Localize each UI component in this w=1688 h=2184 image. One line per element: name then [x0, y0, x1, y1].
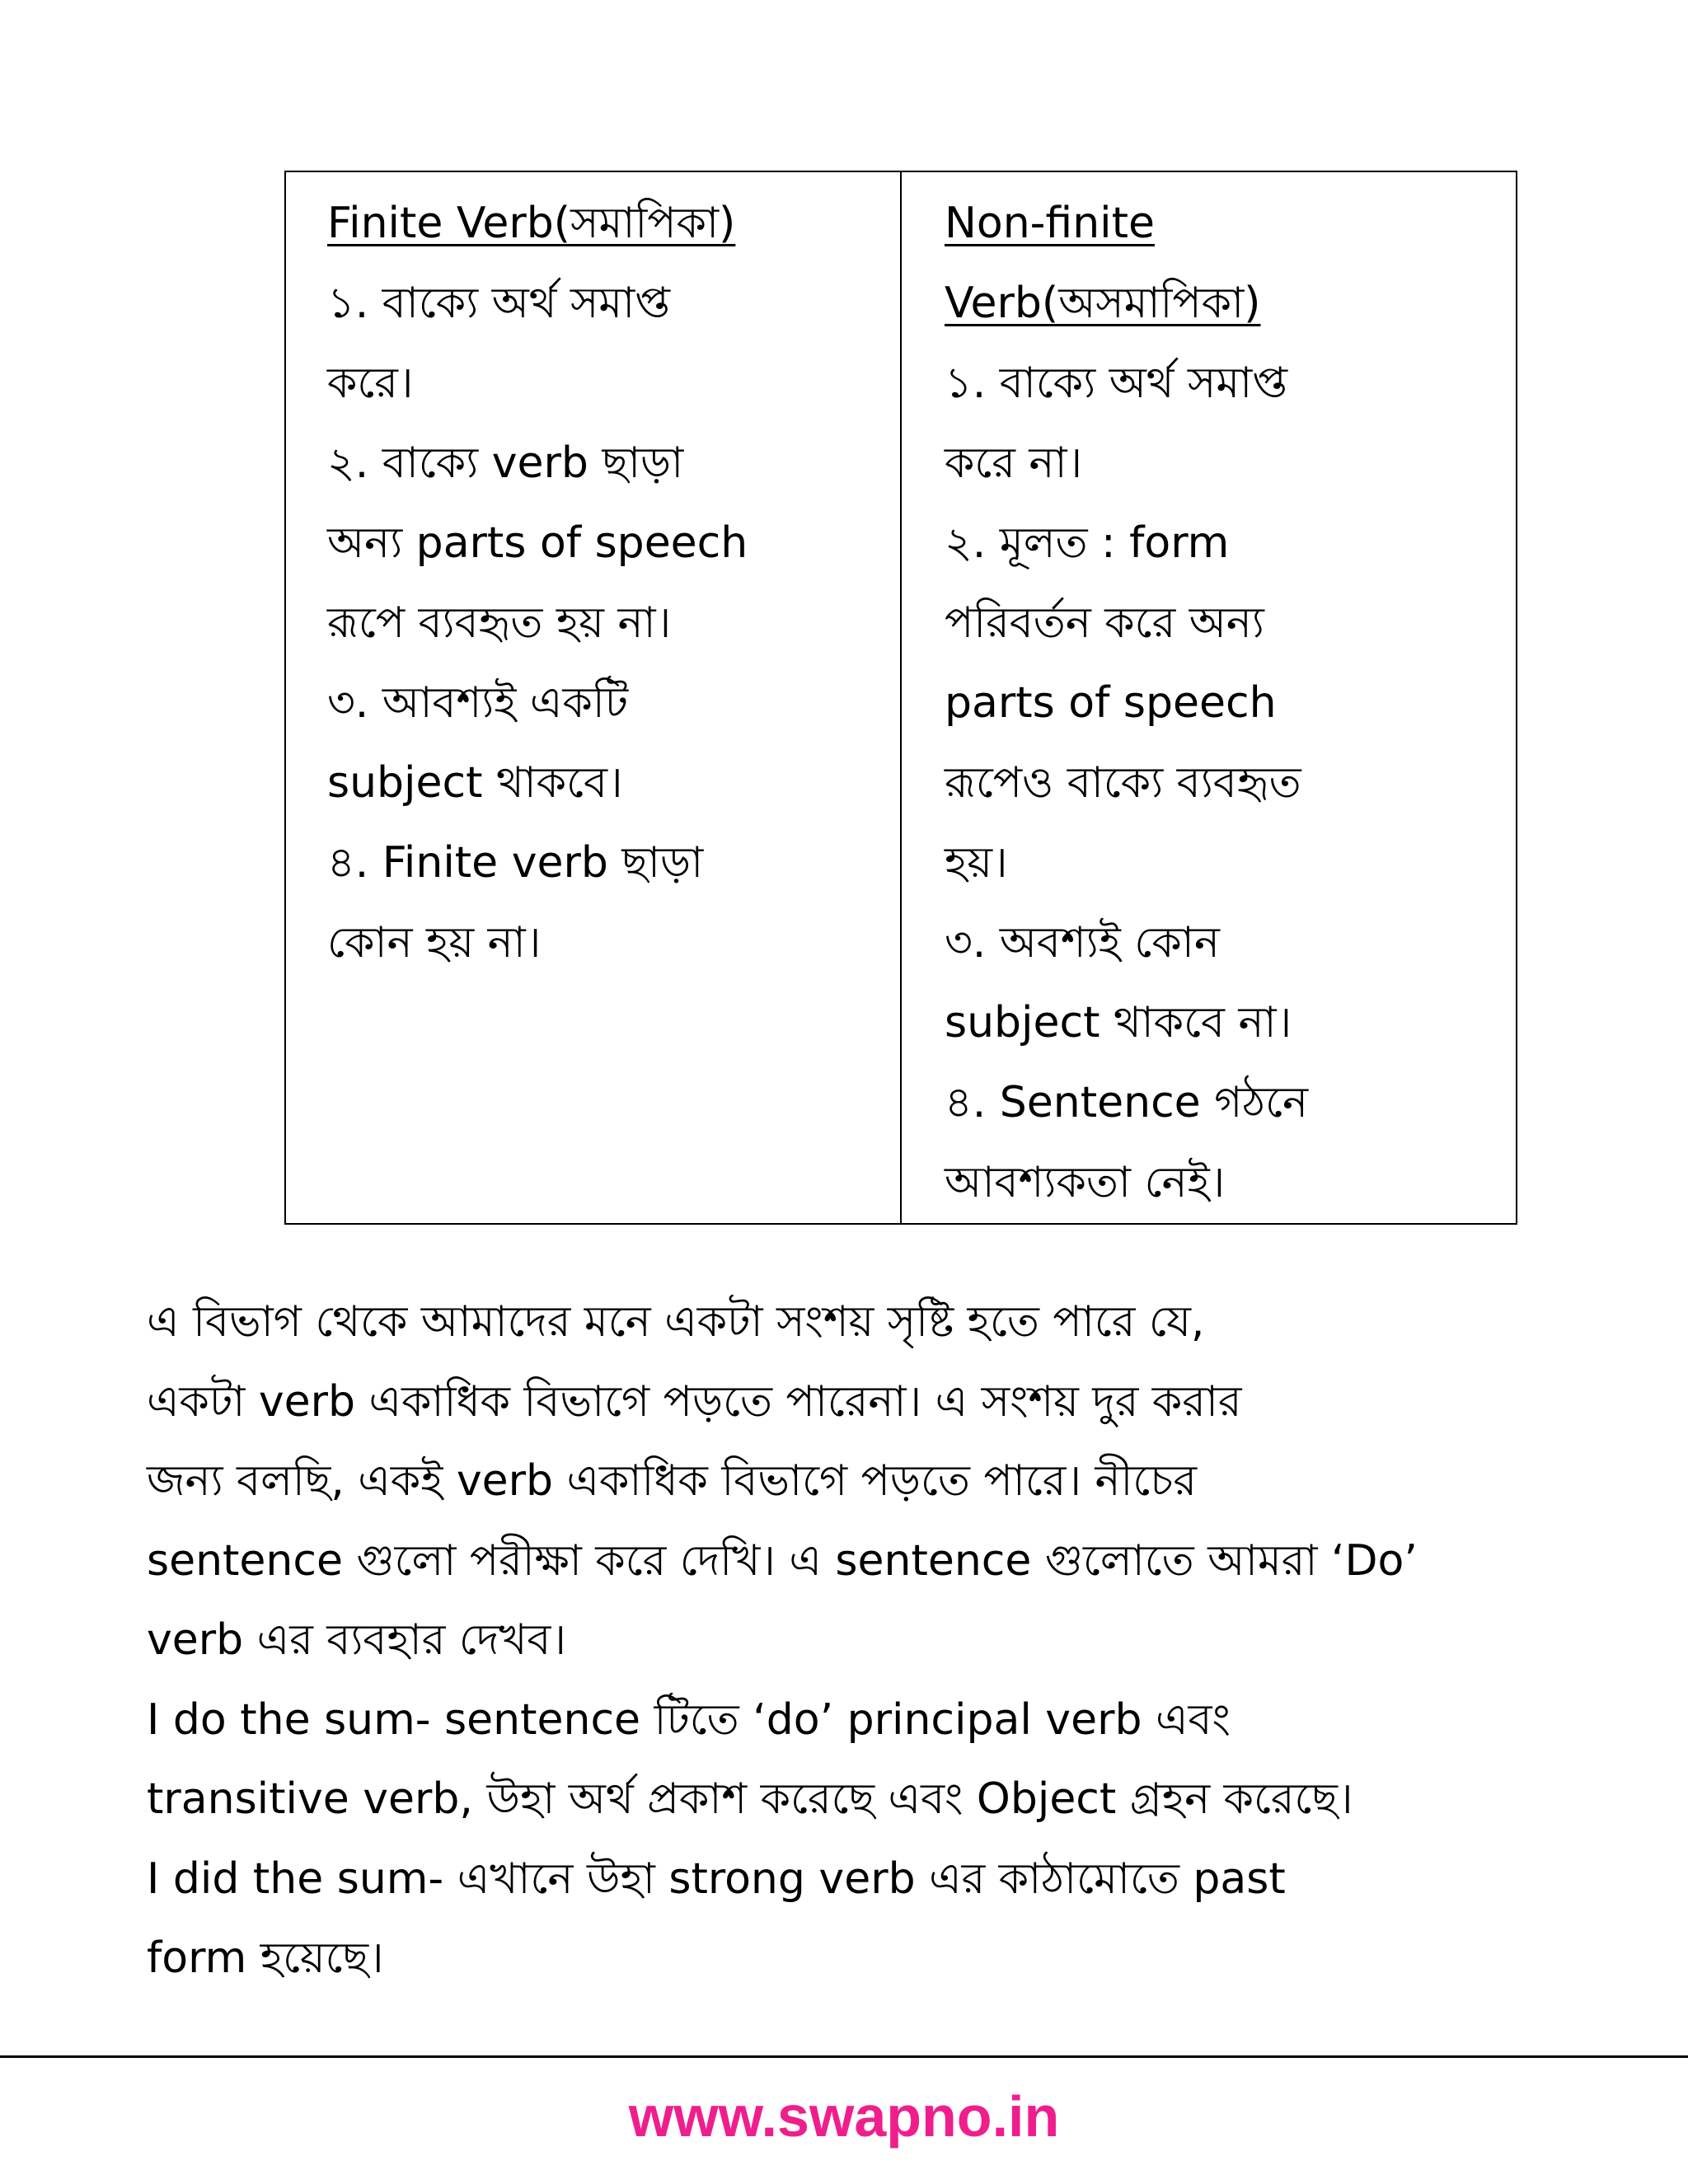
non-finite-verb-column: [901, 171, 1517, 1224]
example-do-line-2: transitive verb, উহা অর্থ প্রকাশ করেছে এবং Object গ্রহন করেছে।: [147, 1774, 1353, 1824]
non-finite-point-4b: আবশ্যকতা নেই।: [945, 1158, 1226, 1207]
example-did-line-1: I did the sum- এখানে উহা strong verb এর কাঠামোতে past: [147, 1854, 1286, 1904]
non-finite-point-1b: করে না।: [945, 438, 1083, 488]
finite-point-2b: অন্য parts of speech: [327, 518, 748, 568]
table-row: [285, 171, 1517, 1224]
finite-point-4a: ৪. Finite verb ছাড়া: [327, 838, 704, 888]
paragraph-line-4: sentence গুলো পরীক্ষা করে দেখি। এ sentence গুলোতে আমরা ‘Do’: [147, 1535, 1418, 1586]
finite-verb-heading: Finite Verb(সমাপিকা): [327, 199, 736, 248]
finite-verb-column: [285, 171, 901, 1224]
paragraph-line-5: verb এর ব্যবহার দেখব।: [147, 1615, 566, 1665]
non-finite-heading-line-1: Non-finite: [945, 199, 1155, 248]
non-finite-point-2a: ২. মূলত : form: [945, 518, 1230, 568]
non-finite-point-3b: subject থাকবে না।: [945, 998, 1292, 1047]
finite-point-1a: ১. বাক্যে অর্থ সমাপ্ত: [327, 279, 670, 328]
finite-nonfinite-comparison-table: [284, 171, 1517, 1225]
non-finite-point-2c: parts of speech: [945, 678, 1277, 728]
finite-point-3a: ৩. আবশ্যই একটি: [327, 678, 629, 728]
footer-divider: [0, 2055, 1688, 2058]
non-finite-point-2b: পরিবর্তন করে অন্য: [945, 598, 1264, 648]
explanation-paragraph: [147, 1282, 1564, 1999]
paragraph-line-3: জন্য বলছি, একই verb একাধিক বিভাগে পড়তে পারে। নীচের: [147, 1456, 1197, 1506]
non-finite-point-3a: ৩. অবশ্যই কোন: [945, 918, 1220, 968]
non-finite-point-2e: হয়।: [945, 838, 1008, 888]
finite-point-1b: করে।: [327, 359, 414, 408]
paragraph-line-2: একটা verb একাধিক বিভাগে পড়তে পারেনা। এ সংশয় দুর করার: [147, 1376, 1242, 1427]
finite-point-2c: রূপে ব্যবহৃত হয় না।: [327, 598, 672, 648]
footer-website-link[interactable]: www.swapno.in: [628, 2084, 1060, 2149]
example-did-line-2: form হয়েছে।: [147, 1933, 384, 1983]
non-finite-heading-line-2: Verb(অসমাপিকা): [945, 279, 1261, 328]
non-finite-point-1a: ১. বাক্যে অর্থ সমাপ্ত: [945, 359, 1287, 408]
paragraph-line-1: এ বিভাগ থেকে আমাদের মনে একটা সংশয় সৃষ্টি হতে পারে যে,: [147, 1297, 1205, 1347]
finite-point-3b: subject থাকবে।: [327, 758, 623, 808]
non-finite-point-2d: রূপেও বাক্যে ব্যবহৃত: [945, 758, 1301, 808]
finite-point-2a: ২. বাক্যে verb ছাড়া: [327, 438, 684, 488]
example-do-line-1: I do the sum- sentence টিতে ‘do’ principal verb এবং: [147, 1694, 1231, 1745]
finite-point-4b: কোন হয় না।: [327, 918, 542, 968]
non-finite-point-4a: ৪. Sentence গঠনে: [945, 1078, 1309, 1127]
